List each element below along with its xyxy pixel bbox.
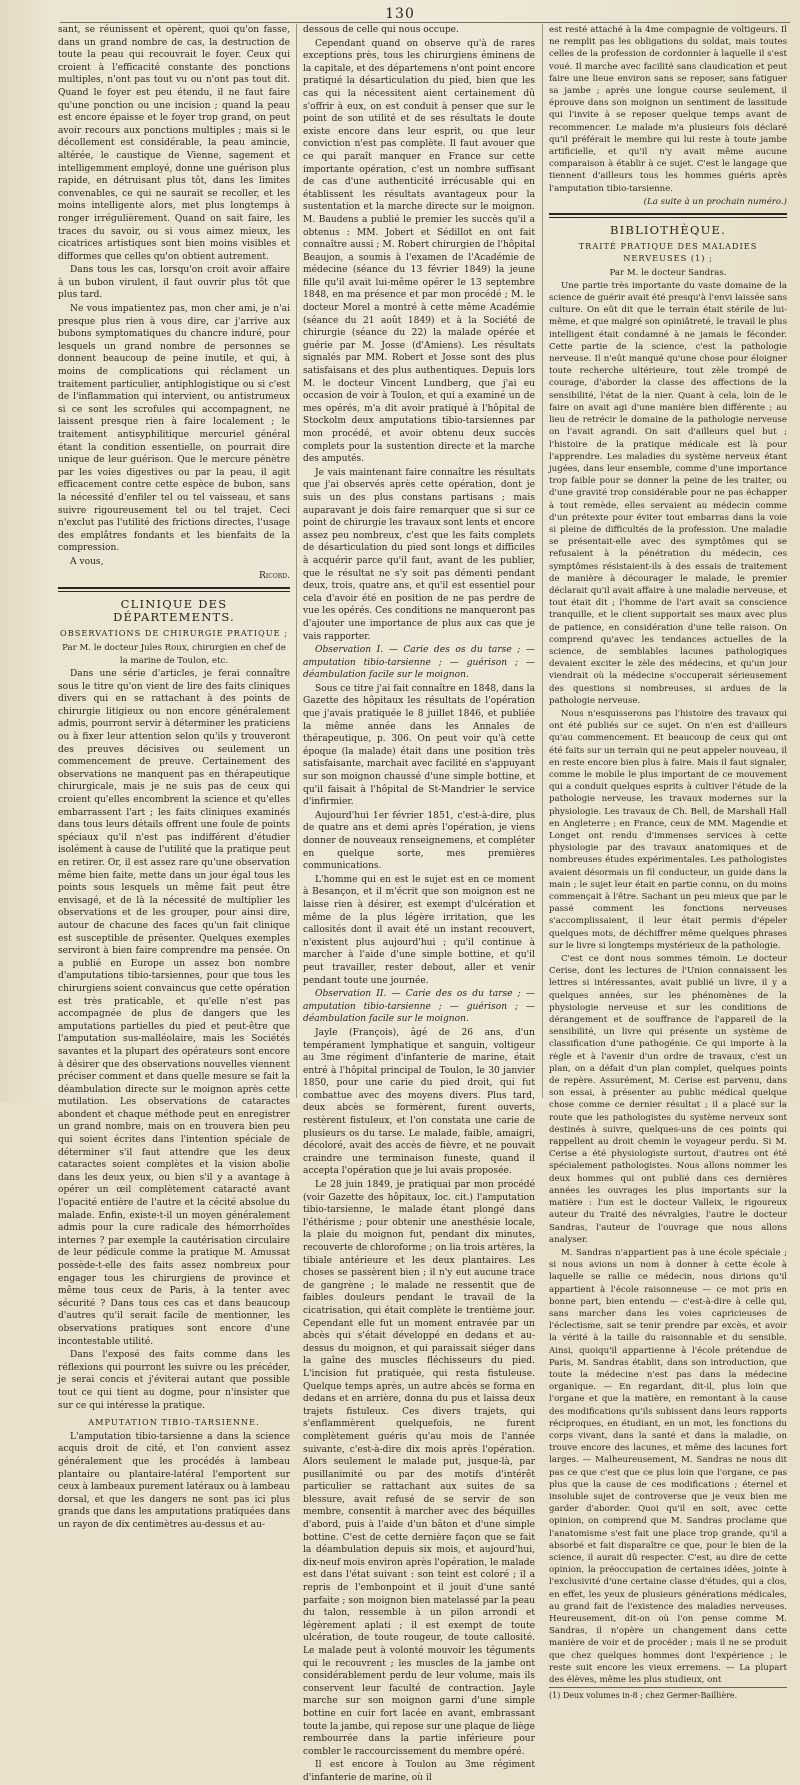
column-1 [58,24,290,1530]
column-2 [303,24,535,1783]
col1-paragraph: L'amputation tibio-tarsienne a dans la science acquis droit de cité, et l'on convient assez généralement que les procédés à lambeau plantaire ou plantaire-latéral l'emportent sur ceux à lambeaux purement latéraux ou à lambeau dorsal, et que les dangers ne sont pas ici plus grands que dans les amputations pratiquées dans un rayon de dix centimètres au-dessus et au- [58,1431,290,1530]
col3-paragraph: C'est ce dont nous sommes témoin. Le docteur Cerise, dont les lectures de l'Union connaissent les lettres si intéressantes, avait publié un livre, il y a quelques années, sur les phénomènes de la physiologie nerveuse et sur les conditions de dérangement et de souffrance de l'appareil de la sensibilité, un livre qui présente un système de classification d'une pathogénie. Ce qui importe à la règle et à l'avenir d'un ordre de travaux, c'est un plan, on a défait d'un plan complet, quelques points de repère. Assurément, M. Cerise est parvenu, dans son essai, à présenter au public médical quelque chose comme ce dernier résultat ; il a placé sur la route que les pathologistes du système nerveux sont destinés à suivre, quelques-uns de ces points qui rappellent au droit chemin le voyageur perdu. Si M. Cerise a été physiologiste surtout, d'autres ont été spécialement pathologistes. Nous allons nommer les deux hommes qui ont publié dans ces dernières années les ouvrages les plus importants sur la matière : l'un est le docteur Valleix, le rigoureux auteur du Traité des névralgies, l'autre le docteur Sandras, l'auteur de l'ouvrage que nous allons analyser. [549,954,787,1245]
book-title: TRAITÉ PRATIQUE DES MALADIES NERVEUSES (1) ; [578,241,758,264]
col2-paragraph: Cependant quand on observe qu'à de rares exceptions près, tous les chirurgiens éminens de la capitale, et des départemens n'ont point encore pratiqué la désarticulation du pied, bien que les cas qui la nécessitent aient certainement dû s'offrir à eux, on est conduit à penser que sur le point de son utilité et de ses résultats le doute existe encore dans leur esprit, ou que leur conviction n'est pas complète. Il faut avouer que ce qui paraît manquer en France sur cette importante opération, c'est un nombre suffisant de cas d'une authenticité irrécusable qui en établissent les résultats avantageux pour la sustentation et la marche directe sur le moignon. M. Baudens a publié le premier les succès qu'il a obtenus : MM. Jobert et Sédillot en ont fait connaître aussi ; M. Robert chirurgien de l'hôpital Beaujon, a soumis à l'examen de l'Académie de médecine (séance du 13 février 1849) la jeune fille qu'il avait lui-même opérer le 13 septembre 1848, en ma présence et par mon procédé ; M. le docteur Morel a montré à cette même Académie (séance du 21 août 1849) et à la Société de chirurgie (séance du 22) la malade opérée et guérie par M. Josse (d'Amiens). Les résultats signalés par MM. Robert et Josse sont des plus satisfaisans et des plus authentiques. Depuis lors M. le docteur Vincent Lundberg, que j'ai eu occasion de voir à Toulon, et qui a examiné un de mes opérés, m'a dit avoir pratiqué à l'hôpital de Stockolm deux amputations tibio-tarsiennes par mon procédé, et avoir obtenu deux succès complets pour la sustention directe et la marche des amputés. [303,38,535,465]
subsection-title-amputation: AMPUTATION TIBIO-TARSIENNE. [88,1417,260,1428]
col3-paragraph: est resté attaché à la 4me compagnie de voltigeurs. Il ne remplit pas les obligations du soldat, mais toutes celles de la profession de cordonnier à laquelle il s'est voué. Il marche avec facilité sans claudication et peut faire une lieue environ sans se reposer, sans fatiguer sa jambe ; après une longue course seulement, il éprouve dans son moignon un sentiment de lassitude qui l'invite à se reposer quelque temps avant de recommencer. Le malade m'a plusieurs fois déclaré qu'il préférait le membre qui lui reste à toute jambe artificielle, et qu'il n'y avait même aucune comparaison à établir à ce sujet. C'est le langage que tiennent d'ailleurs tous les hommes guéris après l'amputation tibio-tarsienne. [549,25,787,194]
column-3 [549,24,787,1701]
section-title-clinique: CLINIQUE DES DÉPARTEMENTS. [113,597,235,624]
col2-paragraph: Je vais maintenant faire connaître les résultats que j'ai observés après cette opération, dont je suis un des plus constans partisans ; mais auparavant je dois faire remarquer que si sur ce point de chirurgie les travaux sont lents et encore assez peu nombreux, c'est que les faits complets de désarticulation du pied sont longs et difficiles à acquérir parce qu'il faut, avant de les publier, que le résultat ne s'y soit pas démenti pendant deux, trois, quatre ans, et qu'il est essentiel pour cela d'avoir été en position de ne pas perdre de vue les opérés. Ces conditions ne manqueront pas d'ajouter une importance de plus aux cas que je vais rapporter. [303,467,535,642]
col2-paragraph: Aujourd'hui 1er février 1851, c'est-à-dire, plus de quatre ans et demi après l'opération, je viens donner de nouveaux renseignemens, et compléter en quelque sorte, mes premières communications. [303,810,535,872]
col2-paragraph: L'homme qui en est le sujet est en ce moment à Besançon, et il m'écrit que son moignon est ne laisse rien à désirer, est exempt d'ulcération et même de la plus légère irritation, que les callosités dont il avait été un instant recouvert, n'existent plus aujourd'hui ; qu'il continue à marcher à l'aide d'une simple bottine, et qu'il peut travailler, rester debout, aller et venir pendant toute une journée. [303,874,535,986]
col2-paragraph: Jayle (François), âgé de 26 ans, d'un tempérament lymphatique et sanguin, voltigeur au 3me régiment d'infanterie de marine, était entré à l'hôpital principal de Toulon, le 30 janvier 1850, pour une carie du pied droit, qui fut combattue avec des moyens divers. Plus tard, deux abcès se formèrent, furent ouverts, restèrent fistuleux, et l'on constata une carie de plusieurs os du tarse. Le malade, faible, amaigri, décoloré, avait des accès de fièvre, et ne pouvait craindre une terminaison funeste, quand il accepta l'opération que je lui avais proposée. [303,1027,535,1177]
header-rule [60,22,790,23]
col3-paragraph: Une partie très importante du vaste domaine de la science de guérir avait été presqu'à l'envi laissée sans culture. On eût dit que le terrain était stérile de lui-même, et que malgré son opiniâtreté, le travail le plus intelligent était condamné à ne jamais le féconder. Cette partie de la science, c'est la pathologie nerveuse. Il n'eût manqué qu'une chose pour éloigner toute recherche ultérieure, tout zèle trompé de courage, d'aborder la classe des affections de la sensibilité, l'état de la nier. Quant à cela, loin de le faire on avait agi d'une manière bien différente ; au lieu de retrécir le domaine de la pathologie nerveuse on l'avait agrandi. On sait d'ailleurs quel but ; l'histoire de la pratique médicale est là pour l'apprendre. Les maladies du système nerveux étant jugées, dans leur ensemble, comme d'une importance trop faible pour se donner la peine de les traiter, ou d'une gravité trop considérable pour ne pas échapper à tout remède, elles servaient au médecin comme d'un prétexte pour éviter tout embarras dans la voie si pleine de difficultés de la profession. Une maladie se présentait-elle avec des symptômes qui se refusaient à la pénétration du médecin, ces symptômes résistaient-ils à des essais de traitement de manière à décourager le malade, le premier déclarait qu'il avait affaire à une maladie nerveuse, et tout était dit ; l'homme de l'art avait sa conscience tranquille, et le client supportait ses maux avec plus de patience, en considération d'une telle raison. On comprend qu'avec les tendances actuelles de la science, de semblables lacunes pathologiques devaient exciter le zèle des médecins, et qu'un jour viendrait où la médecine s'occuperait sérieusement des questions si nombreuses, si ardues de la pathologie nerveuse. [549,280,787,706]
col1-paragraph: sant, se réunissent et opèrent, quoi qu'on fasse, dans un grand nombre de cas, la destruction de toute la peau qui recouvrait le foyer. Ceux qui croient à l'efficacité constante des ponctions multiples, n'ont pas tout vu ou n'ont pas tout dit. Quand le foyer est peu étendu, il ne faut faire qu'une ponction ou une incision ; quand la peau est encore épaisse et le foyer trop grand, on peut avoir recours aux ponctions multiples ; mais si le décollement est considérable, la peau amincie, altérée, le caustique de Vienne, sagement et intelligemment employé, donne une guérison plus rapide, en détruisant plus tôt, dans les limites convenables, ce qui ne saurait se recoller, et les moins intelligente alors, met plus longtemps à ronger irrégulièrement. Quand on sait faire, les traces du savoir, ou si vous aimez mieux, les cicatrices artistiques sont bien moins visibles et difformes que celles qu'on obtient autrement. [58,25,290,262]
col3-paragraph: Nous n'esquisserons pas l'histoire des travaux qui ont été publiés sur ce sujet. On n'en est d'ailleurs qu'au commencement. Et beaucoup de ceux qui ont été faits sur un terrain qui ne peut appeler nouveau, il en reste encore bien plus à faire. Mais il faut signaler, comme le mobile le plus important de ce mouvement qui a conduit quelques esprits à cultiver l'étude de la pathologie nerveuse, les travaux modernes sur la physiologie. Les travaux de Ch. Bell, de Marshall Hall en Angleterre ; en France, ceux de MM. Magendie et Longet ont rendu d'immenses services à cette physiologie par des travaux anatomiques et de nombreuses études expérimentales. Les pathologistes avaient désormais un fil conducteur, un guide dans la main ; le sujet leur était en partie connu, on du moins commençait à l'être. Sachant un peu mieux que par le passé comment les fonctions nerveuses s'accomplissaient, il leur était permis d'épeler quelques mots, de déchiffrer même quelques phrases sur le livre si longtemps mystérieux de la pathologie. [549,708,787,951]
col2-paragraph: Il est encore à Toulon au 3me régiment d'infanterie de marine, où il [303,1760,535,1783]
footnote: (1) Deux volumes in-8 ; chez Germer-Baillière. [549,1687,787,1702]
observation-heading: Observation II. — Carie des os du tarse ; — amputation tibio-tarsienne ; — guérison ; — déambulation facile sur le moignon. [303,989,535,1025]
column-divider [542,24,543,1098]
section-divider [58,587,290,592]
col3-paragraph: M. Sandras n'appartient pas à une école spéciale ; si nous avions un nom à donner à cette école à laquelle se rallie ce médecin, nous dirions qu'il appartient à l'école raisonneuse — ce mot pris en bonne part, bien entendu — c'est-à-dire à celle qui, sans marcher dans les voies capricieuses de l'éclectisme, sait se tenir prendre par excès, et avoir la vérité à la taille du raisonnable et du sensible. Ainsi, quoiqu'il appartienne à l'école prétendue de Paris, M. Sandras établit, dans son introduction, que toute la médecine n'est pas dans la médecine organique. — En regardant, dit-il, plus loin que l'organe et que la matière, en remontant à la cause des modifications qu'ils subissent dans leurs rapports réciproques, en étudiant, en un mot, les fonctions du corps vivant, dans la santé et dans la maladie, on trouve encore des lacunes, et même des lacunes fort larges. — Malheureusement, M. Sandras ne nous dit pas ce que c'est que ce plus loin que l'organe, ce pas plus que la cause de ces modifications ; éternel et insoluble sujet de controverse que je veux bien me garder d'aborder. Quoi qu'il en soit, avec cette opinion, on comprend que M. Sandras proclame que l'anatomisme s'est fait une place trop grande, qu'il a absorbé et fait disparaître ce que, pour le bien de la science, il aurait dû respecter. C'est, au dire de cette opinion, la préoccupation de certaines idées, jointe à l'exclusivité d'une certaine classe d'études, qui a clos, en effet, les yeux de plusieurs générations médicales, au grand fait de l'existence des maladies nerveuses. Heureusement, dit-on où l'on pense comme M. Sandras, il n'opère un changement dans cette manière de voir et de procéder ; mais il ne se produit que chez quelques hommes dont l'expérience ; le reste suit encore les vieux erremens. — La plupart des élèves, même les plus studieux, ont [549,1247,787,1686]
continued-note: (La suite à un prochain numéro.) [643,196,787,207]
book-author: Par M. le docteur Sandras. [609,267,727,278]
section-title-bibliotheque: BIBLIOTHÈQUE. [610,223,726,238]
subsection-title-observations: OBSERVATIONS DE CHIRURGIE PRATIQUE ; [60,628,288,639]
col1-paragraph: Dans l'exposé des faits comme dans les réflexions qui pourront les suivre ou les précéder, je serai concis et j'éviterai autant que possible tout ce qui tient au dogme, pour n'insister que sur ce qui intéresse la pratique. [58,1350,290,1411]
page-number: 130 [385,6,415,22]
col2-paragraph: dessous de celle qui nous occupe. [303,25,459,35]
observation-heading: Observation I. — Carie des os du tarse ; — amputation tibio-tarsienne ; — guérison ; — déambulation facile sur le moignon. [303,645,535,681]
col2-paragraph: Le 28 juin 1849, je pratiquai par mon procédé (voir Gazette des hôpitaux, loc. cit.) l'amputation tibio-tarsienne, le malade étant plongé dans l'éthérisme ; pour obtenir une anesthésie locale, la plaie du moignon fut, pendant dix minutes, recouverte de chloroforme ; on lia trois artères, la tibiale antérieure et les deux plantaires. Les choses se passèrent bien ; il n'y eut aucune trace de gangrène ; le malade ne ressentit que de faibles douleurs pendant le travail de la cicatrisation, qui était complète le trentième jour. Cependant elle fut un moment entravée par un abcès qui s'était développé en dedans et au-dessus du moignon, et qui paraissait siéger dans la gaîne des muscles fléchisseurs du pied. L'incision fut pratiquée, qui resta fistuleuse. Quelque temps après, un autre abcès se forma en dedans et en arrière, donna du pus et laissa deux trajets fistuleux. Ces divers trajets, qui s'enflammèrent quelquefois, ne furent complètement guéris qu'au mois de l'année suivante, c'est-à-dire dix mois après l'opération. Alors seulement le malade put, jusque-là, par pusillanimité ou par des motifs d'intérêt particulier se rattachant aux suites de sa blessure, avait refusé de se servir de son membre, consentit à marcher avec des béquilles d'abord, puis à l'aide d'un bâton et d'une simple bottine. C'est de cette dernière façon que se fait la déambulation depuis six mois, et aujourd'hui, dix-neuf mois environ après l'opération, le malade est dans l'état suivant : son teint est coloré ; il a repris de l'embonpoint et il jouit d'une santé parfaite ; son moignon bien matelassé par la peau du talon, ressemble à un pilon arrondi et légèrement aplati ; il est exempt de toute ulcération, de toute rougeur, de toute callosité. Le malade peut à volonté mouvoir les téguments qui le recouvrent ; les muscles de la jambe ont considérablement perdu de leur volume, mais ils conservent leur faculté de contraction. Jayle marche sur son moignon garni d'une simple bottine en cuir fort lacée en avant, embrassant toute la jambe, qui repose sur une plaque de liège rembourrée dans la partie inférieure pour combler le raccourcissement du membre opéré. [303,1180,535,1757]
section-divider [549,213,787,218]
col1-paragraph: Ne vous impatientez pas, mon cher ami, je n'ai presque plus rien à vous dire, car j'arrive aux bubons symptomatiques du chancre induré, pour lesquels un grand nombre de personnes se donnent beaucoup de peine inutile, et qui, à moins de complications qui réclament un traitement particulier, antiphlogistique ou si c'est de l'inflammation qui intervient, ou antistrumeux si ce sont les scrofules qui accompagnent, ne laissent presque rien à faire localement ; le traitement antisyphilitique mercuriel général étant la condition essentielle, on pourrait dire unique de leur guérison. Que le mercure pénètre par les voies digestives ou par la peau, il agit efficacement contre cette espèce de bubon, sans la nécessité d'enfiler tel ou tel vaisseau, et sans suivre rigoureusement tel ou tel trajet. Ceci n'exclut pas l'utilité des frictions directes, l'usage des emplâtres fondants et les bienfaits de la compression. [58,304,290,554]
col1-paragraph: A vous, [70,556,104,567]
col1-paragraph: Dans tous les cas, lorsqu'on croit avoir affaire à un bubon virulent, il faut ouvrir plus tôt que plus tard. [58,265,290,301]
byline: Par M. le docteur Jules Roux, chirurgien en chef de la marine de Toulon, etc. [62,642,286,666]
column-divider [296,24,297,1098]
col1-paragraph: Dans une série d'articles, je ferai connaître sous le titre qu'on vient de lire des faits cliniques divers qui en se rattachant à des points de chirurgie litigieux ou non encore généralement admis, pourront servir à déterminer les praticiens ou à fixer leur attention selon qu'ils y trouveront des preuves décisives ou seulement un commencement de preuve. Certainement des observations ne manquent pas en thérapeutique chirurgicale, mais je ne suis pas de ceux qui croient qu'elles encombrent la science et qu'elles embarrassent l'art ; les faits cliniques examinés dans tous leurs détails offrent une foule de points spéciaux qu'il n'est pas indifférent d'étudier isolément à cause de l'utilité que la pratique peut en retirer. Or, il est assez rare qu'une observation même bien faite, mette dans un jour égal tous les points sous lesquels un même fait peut être envisagé, et de là la nécessité de multiplier les observations et de les grouper, pour ainsi dire, autour de chacune des faces qu'un fait clinique est susceptible de présenter. Quelques exemples serviront à bien faire comprendre ma pensée. On a publié en Europe un assez bon nombre d'amputations tibio-tarsiennes, pour que tous les chirurgiens soient convaincus que cette opération est très praticable, et qu'elle n'est pas accompagnée de plus de dangers que les amputations partielles du pied et peut-être que l'amputation sus-malléolaire, mais les Sociétés savantes et la plupart des opérateurs sont encore à désirer que des observations nouvelles viennent préciser comment et dans quelle mesure se fait la déambulation directe sur le moignon après cette mutilation. Les observations de cataractes abondent et chaque méthode peut en enregistrer un grand nombre, mais on en trouvera bien peu qui soient écrites dans l'intention spéciale de déterminer s'il faut attendre que les deux cataractes soient complètes et la vision abolie dans les deux yeux, ou bien s'il y a avantage à opérer un œil complètement cataracté avant l'opacité entière de l'autre et la cécité absolue du malade. Enfin, existe-t-il un moyen généralement admis pour la cure radicale des hémorrhoïdes internes ? par exemple la cautérisation circulaire de leur pédicule comme la pratique M. Amussat possède-t-elle des faits assez nombreux pour engager tous les chirurgiens de province et même tous ceux de Paris, à la tenter avec sécurité ? Dans tous ces cas et dans beaucoup d'autres qu'il serait facile de mentionner, les observations pratiques sont encore d'une incontestable utilité. [58,669,290,1347]
signature: Ricord. [259,570,290,581]
col2-paragraph: Sous ce titre j'ai fait connaître en 1848, dans la Gazette des hôpitaux les résultats de l'opération que j'avais pratiquée le 8 juillet 1846, et publiée la même année dans les Annales de thérapeutique, p. 306. On peut voir qu'à cette époque (la malade) était dans une position très satisfaisante, marchait avec facilité en s'appuyant sur son moignon chaussé d'une simple bottine, et qu'il faisait à l'hôpital de St-Mandrier le service d'infirmier. [303,683,535,808]
